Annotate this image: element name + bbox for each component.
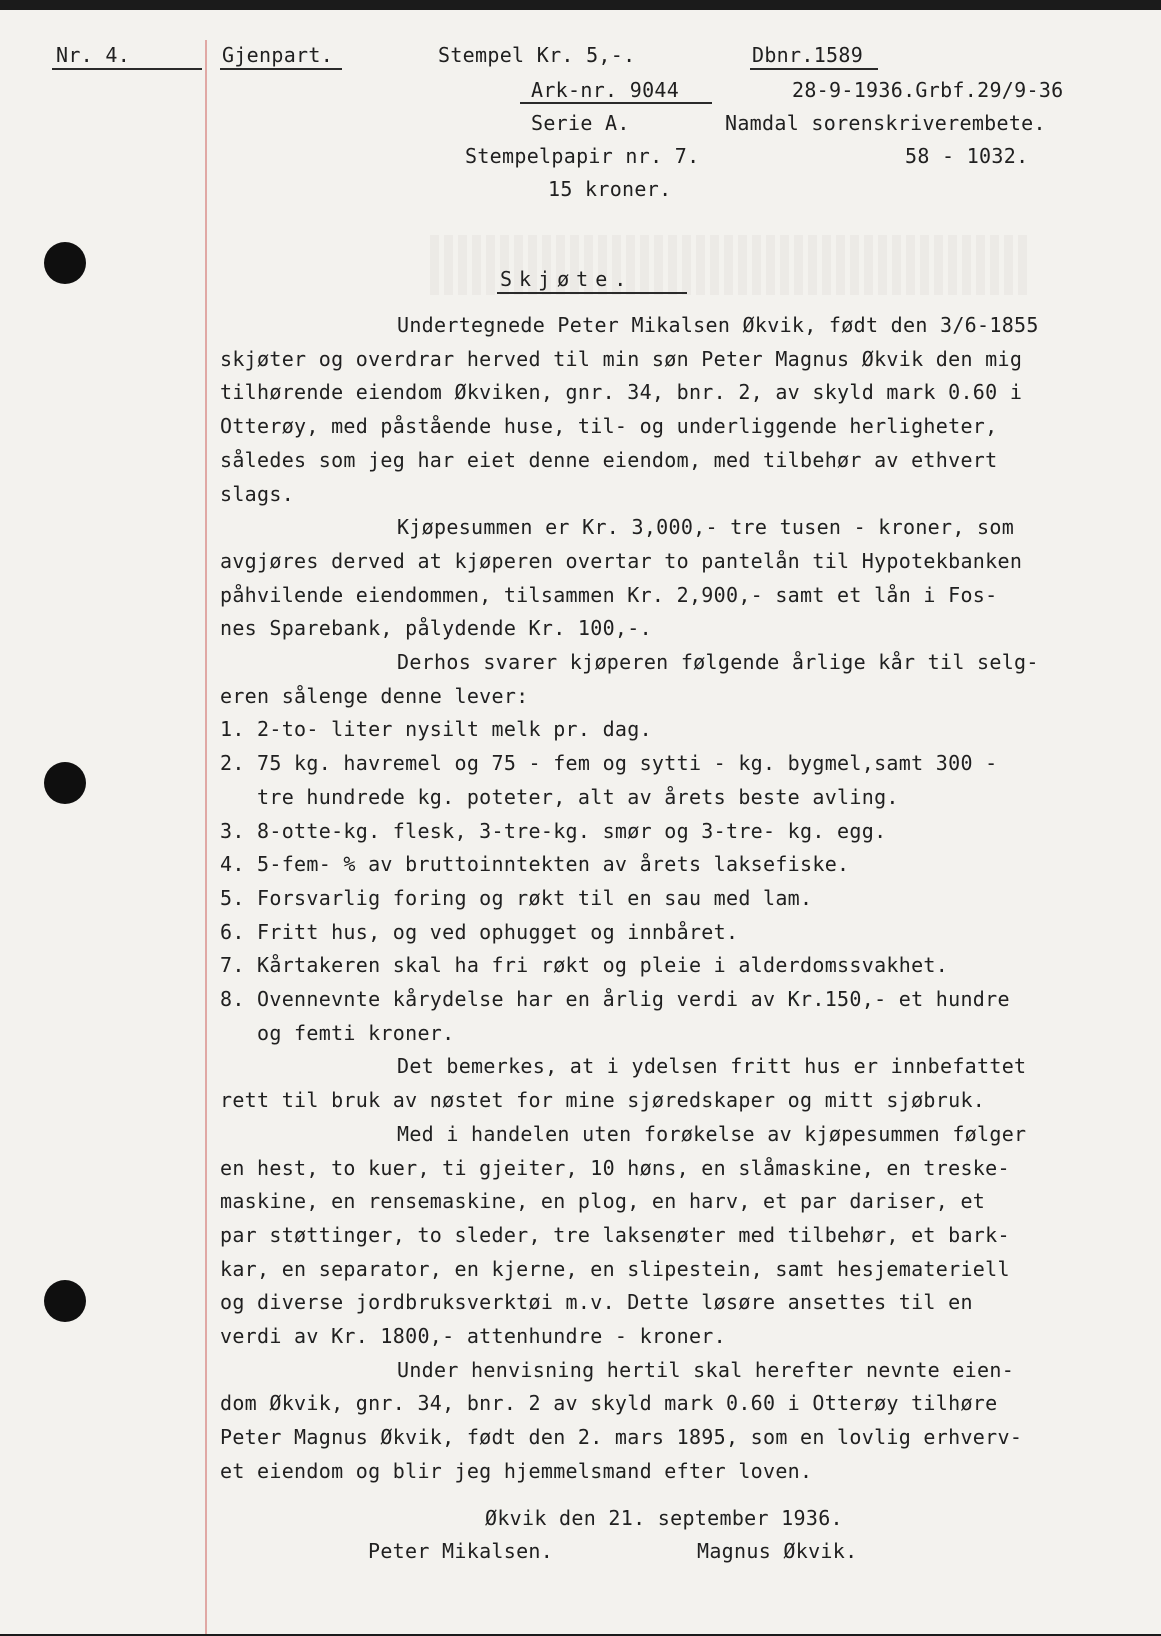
registration-date: 28-9-1936.Grbf.29/9-36 <box>792 78 1064 102</box>
stamp-value: 15 kroner. <box>548 177 672 201</box>
body-line: rett til bruk av nøstet for mine sjøredskaper og mitt sjøbruk. <box>220 1088 986 1112</box>
body-line: slags. <box>220 482 295 506</box>
protocol-reference: 58 - 1032. <box>905 144 1029 168</box>
punch-hole-bottom <box>44 1280 86 1322</box>
body-line: maskine, en rensemaskine, en plog, en harv, et par dariser, et <box>220 1189 986 1213</box>
court-office: Namdal sorenskriverembete. <box>725 111 1046 135</box>
body-line: Med i handelen uten forøkelse av kjøpesummen følger <box>397 1122 1027 1146</box>
body-line: Det bemerkes, at i ydelsen fritt hus er innbefattet <box>397 1054 1027 1078</box>
body-line: avgjøres derved at kjøperen overtar to pantelån til Hypotekbanken <box>220 549 1023 573</box>
body-line: Under henvisning hertil skal herefter nevnte eien- <box>397 1358 1015 1382</box>
body-line: kar, en separator, en kjerne, en slipestein, samt hesjemateriell <box>220 1257 1010 1281</box>
header-top-rule <box>52 68 202 70</box>
body-line: tilhørende eiendom Økviken, gnr. 34, bnr. 2, av skyld mark 0.60 i <box>220 380 1023 404</box>
seller-signature: Peter Mikalsen. <box>368 1539 554 1563</box>
body-line: 4. 5-fem- % av bruttoinntekten av årets laksefiske. <box>220 852 850 876</box>
body-line: og femti kroner. <box>220 1021 455 1045</box>
body-line: 3. 8-otte-kg. flesk, 3-tre-kg. smør og 3-tre- kg. egg. <box>220 819 887 843</box>
punch-hole-top <box>44 242 86 284</box>
document-page <box>0 10 1161 1634</box>
body-line: dom Økvik, gnr. 34, bnr. 2 av skyld mark 0.60 i Otterøy tilhøre <box>220 1391 998 1415</box>
dbnr-underline <box>750 68 878 70</box>
body-line: 5. Forsvarlig foring og røkt til en sau med lam. <box>220 886 813 910</box>
body-line: Kjøpesummen er Kr. 3,000,- tre tusen - kroner, som <box>397 515 1015 539</box>
body-line: tre hundrede kg. poteter, alt av årets beste avling. <box>220 785 899 809</box>
title-underline <box>497 292 687 294</box>
body-line: skjøter og overdrar herved til min søn Peter Magnus Økvik den mig <box>220 347 1023 371</box>
body-line: 8. Ovennevnte kårydelse har en årlig verdi av Kr.150,- et hundre <box>220 987 1010 1011</box>
dbnr: Dbnr.1589 <box>752 43 864 67</box>
document-title: Skjøte. <box>500 267 634 291</box>
body-line: et eiendom og blir jeg hjemmelsmand efter loven. <box>220 1459 813 1483</box>
body-line: Otterøy, med påstående huse, til- og underliggende herligheter, <box>220 414 998 438</box>
body-line: og diverse jordbruksverktøi m.v. Dette løsøre ansettes til en <box>220 1290 973 1314</box>
body-line: 1. 2-to- liter nysilt melk pr. dag. <box>220 717 652 741</box>
body-line: Undertegnede Peter Mikalsen Økvik, født den 3/6-1855 <box>397 313 1039 337</box>
body-line: 6. Fritt hus, og ved ophugget og innbåret. <box>220 920 739 944</box>
ark-number-underline <box>520 102 712 104</box>
body-line: 2. 75 kg. havremel og 75 - fem og sytti - kg. bygmel,samt 300 - <box>220 751 998 775</box>
body-line: Peter Magnus Økvik, født den 2. mars 1895, som en lovlig erhverv- <box>220 1425 1023 1449</box>
place-and-date: Økvik den 21. september 1936. <box>485 1506 843 1530</box>
body-line: en hest, to kuer, ti gjeiter, 10 høns, en slåmaskine, en treske- <box>220 1156 1010 1180</box>
body-line: nes Sparebank, pålydende Kr. 100,-. <box>220 616 652 640</box>
body-line: Derhos svarer kjøperen følgende årlige kår til selg- <box>397 650 1039 674</box>
body-line: par støttinger, to sleder, tre laksenøter med tilbehør, et bark- <box>220 1223 1010 1247</box>
body-line: eren sålenge denne lever: <box>220 684 529 708</box>
stamp-paper-number: Stempelpapir nr. 7. <box>465 144 700 168</box>
body-line: 7. Kårtakeren skal ha fri røkt og pleie i alderdomssvakhet. <box>220 953 949 977</box>
series: Serie A. <box>531 111 630 135</box>
buyer-signature: Magnus Økvik. <box>697 1539 858 1563</box>
copy-label-underline <box>220 68 342 70</box>
punch-hole-middle <box>44 762 86 804</box>
stamp-fee: Stempel Kr. 5,-. <box>438 43 636 67</box>
red-margin-line <box>205 40 207 1634</box>
body-line: verdi av Kr. 1800,- attenhundre - kroner. <box>220 1324 726 1348</box>
ark-number: Ark-nr. 9044 <box>531 78 680 102</box>
body-line: påhvilende eiendommen, tilsammen Kr. 2,900,- samt et lån i Fos- <box>220 583 998 607</box>
document-number: Nr. 4. <box>56 43 131 67</box>
copy-label: Gjenpart. <box>222 43 334 67</box>
body-line: således som jeg har eiet denne eiendom, med tilbehør av ethvert <box>220 448 998 472</box>
